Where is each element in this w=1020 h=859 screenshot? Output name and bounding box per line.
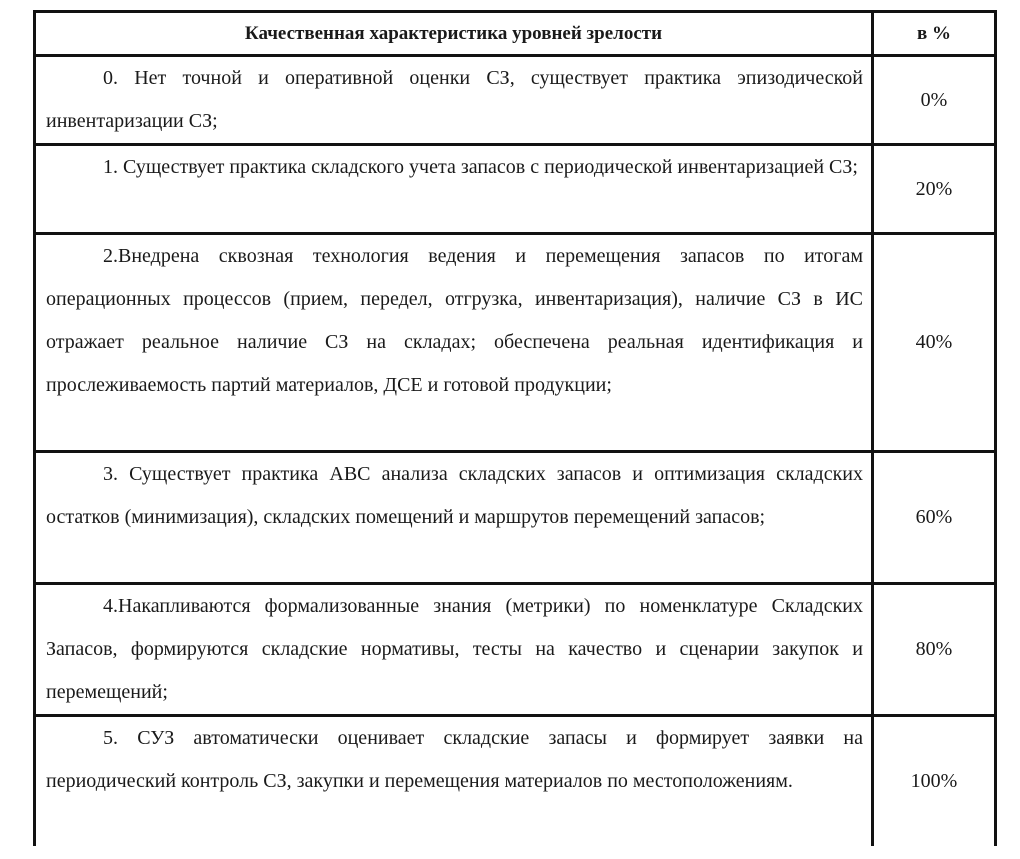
table-row <box>35 56 996 145</box>
level-description: 4.Накапливаются формализованные знания (метрики) по номенклатуре Складских Запасов, формируются складские нормативы, тесты на качество и сценарии закупок и перемещений; <box>46 595 863 703</box>
level-percent: 0% <box>873 56 996 145</box>
level-description-cell <box>35 234 873 452</box>
level-description-cell <box>35 56 873 145</box>
table-row <box>35 584 996 716</box>
table-row <box>35 234 996 452</box>
maturity-levels-table <box>33 10 997 846</box>
level-percent: 60% <box>873 452 996 584</box>
level-description-cell <box>35 145 873 234</box>
level-description: 1. Существует практика складского учета запасов с периодической инвентаризацией СЗ; <box>103 156 858 178</box>
header-percent: в % <box>873 12 996 56</box>
level-percent: 40% <box>873 234 996 452</box>
level-percent: 100% <box>873 716 996 847</box>
level-percent: 20% <box>873 145 996 234</box>
table-row <box>35 716 996 847</box>
level-description-cell <box>35 716 873 847</box>
level-description: 3. Существует практика ABC анализа складских запасов и оптимизация складских остатков (минимизация), складских помещений и маршрутов перемещений запасов; <box>46 463 863 528</box>
header-description: Качественная характеристика уровней зрелости <box>35 12 873 56</box>
table-row <box>35 145 996 234</box>
level-description: 0. Нет точной и оперативной оценки СЗ, существует практика эпизодической инвентаризации СЗ; <box>46 67 863 132</box>
level-percent: 80% <box>873 584 996 716</box>
level-description: 2.Внедрена сквозная технология ведения и перемещения запасов по итогам операционных процессов (прием, передел, отгрузка, инвентаризация), наличие СЗ в ИС отражает реальное наличие СЗ на складах; обеспечена реальная идентификация и прослеживаемость партий материалов, ДСЕ и готовой продукции; <box>46 245 863 396</box>
level-description-cell <box>35 584 873 716</box>
table-row <box>35 452 996 584</box>
level-description-cell <box>35 452 873 584</box>
level-description: 5. СУЗ автоматически оценивает складские запасы и формирует заявки на периодический контроль СЗ, закупки и перемещения материалов по местоположениям. <box>46 727 863 792</box>
table-header-row <box>35 12 996 56</box>
